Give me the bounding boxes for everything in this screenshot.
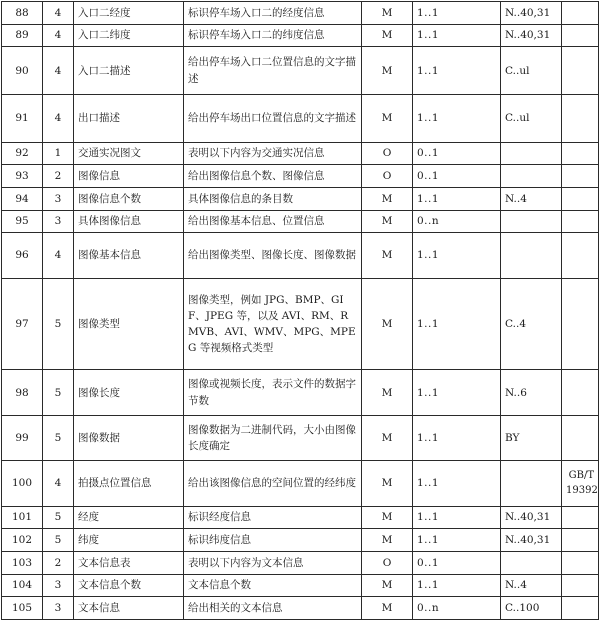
element-name: 纬度 — [74, 529, 184, 552]
reference-standard — [562, 47, 599, 95]
reference-standard — [562, 529, 599, 552]
row-number: 89 — [2, 24, 43, 47]
row-level: 3 — [43, 597, 74, 620]
table-row — [2, 2, 599, 25]
element-name: 图像长度 — [74, 370, 184, 415]
table-row — [2, 529, 599, 552]
data-element-table — [1, 1, 599, 620]
row-level: 5 — [43, 370, 74, 415]
row-level: 4 — [43, 2, 74, 25]
reference-standard: GB/T 19392 — [562, 461, 599, 506]
element-description: 表明以下内容为交通实况信息 — [184, 142, 362, 165]
data-format — [501, 210, 562, 233]
row-number: 101 — [2, 506, 43, 529]
table-row — [2, 506, 599, 529]
element-name: 文本信息表 — [74, 551, 184, 574]
multiplicity: 1..1 — [413, 2, 501, 25]
table-row — [2, 47, 599, 95]
element-description: 给出停车场入口二位置信息的文字描述 — [184, 47, 362, 95]
reference-standard — [562, 187, 599, 210]
reference-standard — [562, 165, 599, 188]
element-description: 给出图像基本信息、位置信息 — [184, 210, 362, 233]
element-name: 入口二纬度 — [74, 24, 184, 47]
table-row — [2, 574, 599, 597]
row-level: 5 — [43, 278, 74, 370]
table-row — [2, 370, 599, 415]
row-number: 103 — [2, 551, 43, 574]
constraint: M — [362, 187, 413, 210]
row-number: 90 — [2, 47, 43, 95]
multiplicity: 0..1 — [413, 165, 501, 188]
multiplicity: 0..1 — [413, 142, 501, 165]
element-description: 标识停车场入口二的纬度信息 — [184, 24, 362, 47]
data-format: C..100 — [501, 597, 562, 620]
data-format: N..4 — [501, 187, 562, 210]
element-description: 给出停车场出口位置信息的文字描述 — [184, 94, 362, 142]
reference-standard — [562, 574, 599, 597]
constraint: M — [362, 529, 413, 552]
row-number: 102 — [2, 529, 43, 552]
table-row — [2, 24, 599, 47]
element-description: 标识停车场入口二的经度信息 — [184, 2, 362, 25]
row-number: 96 — [2, 233, 43, 278]
multiplicity: 1..1 — [413, 278, 501, 370]
data-format — [501, 461, 562, 506]
element-description: 表明以下内容为文本信息 — [184, 551, 362, 574]
constraint: M — [362, 94, 413, 142]
data-format: C..ul — [501, 47, 562, 95]
reference-standard — [562, 551, 599, 574]
table-body — [2, 2, 599, 620]
constraint: M — [362, 24, 413, 47]
element-description: 标识经度信息 — [184, 506, 362, 529]
data-format: N..40,31 — [501, 2, 562, 25]
multiplicity: 0..n — [413, 210, 501, 233]
multiplicity: 0..n — [413, 597, 501, 620]
element-name: 图像信息 — [74, 165, 184, 188]
row-number: 100 — [2, 461, 43, 506]
element-description: 标识纬度信息 — [184, 529, 362, 552]
row-number: 92 — [2, 142, 43, 165]
multiplicity: 1..1 — [413, 370, 501, 415]
multiplicity: 1..1 — [413, 415, 501, 460]
element-description: 文本信息个数 — [184, 574, 362, 597]
row-level: 5 — [43, 506, 74, 529]
reference-standard — [562, 233, 599, 278]
table-row — [2, 210, 599, 233]
row-number: 94 — [2, 187, 43, 210]
row-level: 4 — [43, 461, 74, 506]
table-row — [2, 142, 599, 165]
element-name: 入口二描述 — [74, 47, 184, 95]
element-name: 图像信息个数 — [74, 187, 184, 210]
constraint: M — [362, 415, 413, 460]
row-number: 98 — [2, 370, 43, 415]
element-name: 交通实况图文 — [74, 142, 184, 165]
data-format — [501, 233, 562, 278]
constraint: M — [362, 47, 413, 95]
multiplicity: 1..1 — [413, 506, 501, 529]
data-format — [501, 142, 562, 165]
row-number: 91 — [2, 94, 43, 142]
element-description: 给出相关的文本信息 — [184, 597, 362, 620]
data-format — [501, 551, 562, 574]
reference-standard — [562, 2, 599, 25]
reference-standard — [562, 24, 599, 47]
multiplicity: 1..1 — [413, 24, 501, 47]
constraint: M — [362, 233, 413, 278]
row-number: 95 — [2, 210, 43, 233]
constraint: M — [362, 574, 413, 597]
multiplicity: 1..1 — [413, 94, 501, 142]
element-name: 图像基本信息 — [74, 233, 184, 278]
element-name: 入口二经度 — [74, 2, 184, 25]
data-format: N..4 — [501, 574, 562, 597]
element-description: 具体图像信息的条目数 — [184, 187, 362, 210]
element-name: 文本信息 — [74, 597, 184, 620]
table-row — [2, 461, 599, 506]
data-format: C..4 — [501, 278, 562, 370]
element-description: 图像类型，例如 JPG、BMP、GIF、JPEG 等，以及 AVI、RM、RMVB、AVI、WMV、MPG、MPEG 等视频格式类型 — [184, 278, 362, 370]
constraint: M — [362, 370, 413, 415]
constraint: M — [362, 278, 413, 370]
row-level: 1 — [43, 142, 74, 165]
element-description: 给出图像类型、图像长度、图像数据 — [184, 233, 362, 278]
reference-standard — [562, 210, 599, 233]
data-format: BY — [501, 415, 562, 460]
row-level: 4 — [43, 94, 74, 142]
row-level: 4 — [43, 233, 74, 278]
reference-standard — [562, 370, 599, 415]
multiplicity: 0..1 — [413, 551, 501, 574]
row-level: 4 — [43, 47, 74, 95]
multiplicity: 1..1 — [413, 187, 501, 210]
data-format: C..ul — [501, 94, 562, 142]
element-name: 出口描述 — [74, 94, 184, 142]
element-description: 图像数据为二进制代码，大小由图像长度确定 — [184, 415, 362, 460]
table-row — [2, 165, 599, 188]
multiplicity: 1..1 — [413, 529, 501, 552]
multiplicity: 1..1 — [413, 574, 501, 597]
table-row — [2, 94, 599, 142]
row-level: 5 — [43, 415, 74, 460]
constraint: O — [362, 142, 413, 165]
table-row — [2, 233, 599, 278]
row-number: 105 — [2, 597, 43, 620]
row-number: 97 — [2, 278, 43, 370]
table-row — [2, 187, 599, 210]
reference-standard — [562, 506, 599, 529]
reference-standard — [562, 278, 599, 370]
row-level: 5 — [43, 529, 74, 552]
element-name: 图像数据 — [74, 415, 184, 460]
row-level: 4 — [43, 24, 74, 47]
row-level: 3 — [43, 210, 74, 233]
reference-standard — [562, 94, 599, 142]
element-description: 图像或视频长度，表示文件的数据字节数 — [184, 370, 362, 415]
multiplicity: 1..1 — [413, 47, 501, 95]
row-number: 88 — [2, 2, 43, 25]
row-level: 2 — [43, 165, 74, 188]
row-level: 3 — [43, 574, 74, 597]
multiplicity: 1..1 — [413, 233, 501, 278]
constraint: O — [362, 551, 413, 574]
element-name: 具体图像信息 — [74, 210, 184, 233]
reference-standard — [562, 415, 599, 460]
reference-standard — [562, 597, 599, 620]
element-name: 经度 — [74, 506, 184, 529]
table-row — [2, 551, 599, 574]
table-row — [2, 278, 599, 370]
data-format — [501, 165, 562, 188]
element-description: 给出图像信息个数、图像信息 — [184, 165, 362, 188]
row-number: 99 — [2, 415, 43, 460]
table-row — [2, 597, 599, 620]
constraint: M — [362, 597, 413, 620]
data-format: N..40,31 — [501, 506, 562, 529]
constraint: O — [362, 165, 413, 188]
row-level: 3 — [43, 187, 74, 210]
element-name: 图像类型 — [74, 278, 184, 370]
element-description: 给出该图像信息的空间位置的经纬度 — [184, 461, 362, 506]
reference-standard — [562, 142, 599, 165]
table-row — [2, 415, 599, 460]
data-format: N..40,31 — [501, 529, 562, 552]
row-number: 104 — [2, 574, 43, 597]
element-name: 拍摄点位置信息 — [74, 461, 184, 506]
row-level: 2 — [43, 551, 74, 574]
data-format: N..6 — [501, 370, 562, 415]
multiplicity: 1..1 — [413, 461, 501, 506]
data-format: N..40,31 — [501, 24, 562, 47]
row-number: 93 — [2, 165, 43, 188]
element-name: 文本信息个数 — [74, 574, 184, 597]
constraint: M — [362, 210, 413, 233]
constraint: M — [362, 461, 413, 506]
constraint: M — [362, 506, 413, 529]
constraint: M — [362, 2, 413, 25]
